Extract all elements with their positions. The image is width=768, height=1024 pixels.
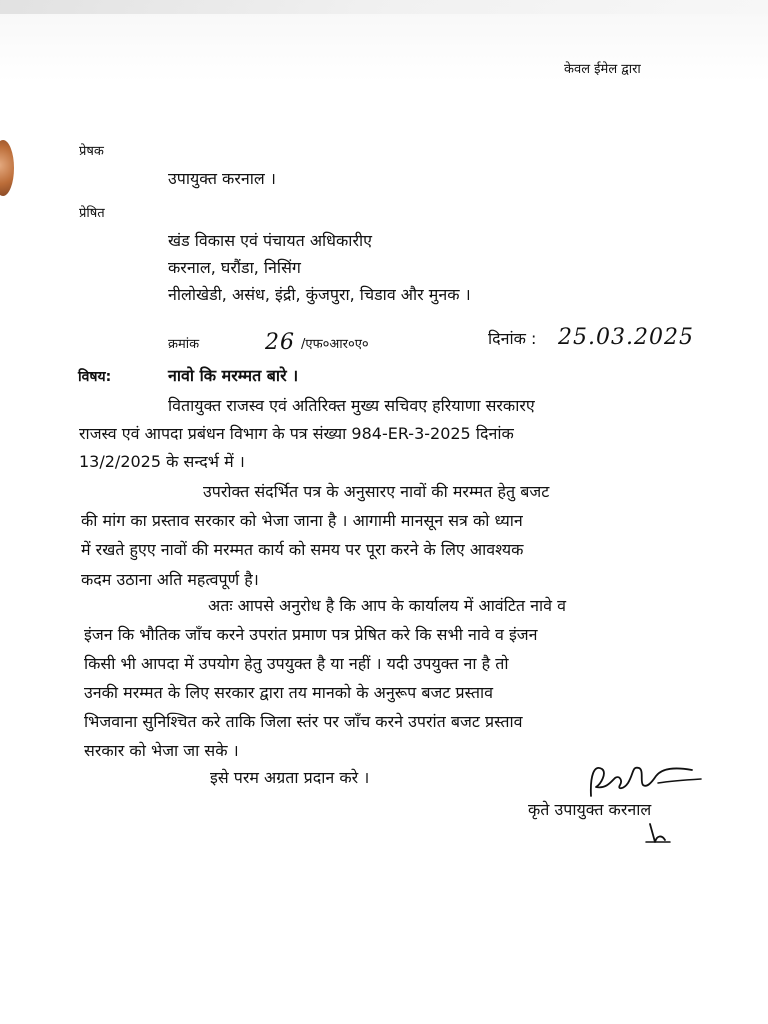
body-p2-line-3: में रखते हुएए नावों की मरम्मत कार्य को समय पर पूरा करने के लिए आवश्यक	[81, 540, 524, 559]
subject-text: नावो कि मरम्मत बारे ।	[168, 366, 299, 385]
recipient-line-1: खंड विकास एवं पंचायत अधिकारीए	[168, 231, 372, 250]
reference-label: क्रमांक	[168, 337, 200, 352]
subject-label: विषय:	[78, 369, 112, 385]
body-p2-line-1: उपरोक्त संदर्भित पत्र के अनुसारए नावों की मरम्मत हेतु बजट	[203, 482, 550, 501]
body-p1-line-2: राजस्व एवं आपदा प्रबंधन विभाग के पत्र संख्या 984-ER-3-2025 दिनांक	[79, 424, 514, 443]
body-p3-line-1: अतः आपसे अनुरोध है कि आप के कार्यालय में आवंटित नावे व	[208, 596, 567, 615]
body-p3-line-5: भिजवाना सुनिश्चित करे ताकि जिला स्तंर पर जाँच करने उपरांत बजट प्रस्ताव	[84, 712, 523, 731]
reference-number: 26	[265, 330, 295, 355]
sender-name: उपायुक्त करनाल ।	[168, 169, 276, 188]
recipient-line-3: नीलोखेडी, असंध, इंद्री, कुंजपुरा, चिडाव और मुनक ।	[168, 285, 471, 304]
body-p3-line-4: उनकी मरम्मत के लिए सरकार द्वारा तय मानको के अनुरूप बजट प्रस्ताव	[84, 683, 494, 702]
body-p3-line-6: सरकार को भेजा जा सके ।	[84, 741, 239, 760]
sender-label: प्रेषक	[79, 144, 104, 159]
body-p4: इसे परम अग्रता प्रदान करे ।	[210, 768, 370, 787]
delivery-note: केवल ईमेल द्वारा	[564, 62, 641, 77]
page-top-shadow	[0, 0, 768, 14]
body-p3-line-3: किसी भी आपदा में उपयोग हेतु उपयुक्त है या नहीं । यदी उपयुक्त ना है तो	[84, 654, 509, 673]
signature-text: कृते उपायुक्त करनाल	[528, 800, 652, 819]
body-p1-line-1: वितायुक्त राजस्व एवं अतिरिक्त मुख्य सचिवए हरियाणा सरकारए	[168, 396, 535, 415]
date-label: दिनांक :	[488, 329, 537, 348]
reference-suffix: /एफ०आर०ए०	[301, 337, 369, 352]
body-p1-line-3: 13/2/2025 के सन्दर्भ में ।	[79, 452, 245, 471]
recipient-line-2: करनाल, घरौंडा, निसिंग	[168, 258, 301, 277]
date-value: 25.03.2025	[558, 325, 694, 350]
body-p2-line-4: कदम उठाना अति महत्वपूर्ण है।	[81, 570, 259, 589]
body-p3-line-2: इंजन कि भौतिक जाँच करने उपरांत प्रमाण पत्र प्रेषित करे कि सभी नावे व इंजन	[84, 625, 538, 644]
punch-hole-mark	[0, 140, 14, 196]
recipient-label: प्रेषित	[79, 206, 105, 221]
body-p2-line-2: की मांग का प्रस्ताव सरकार को भेजा जाना है । आगामी मानसून सत्र को ध्यान	[81, 511, 523, 530]
